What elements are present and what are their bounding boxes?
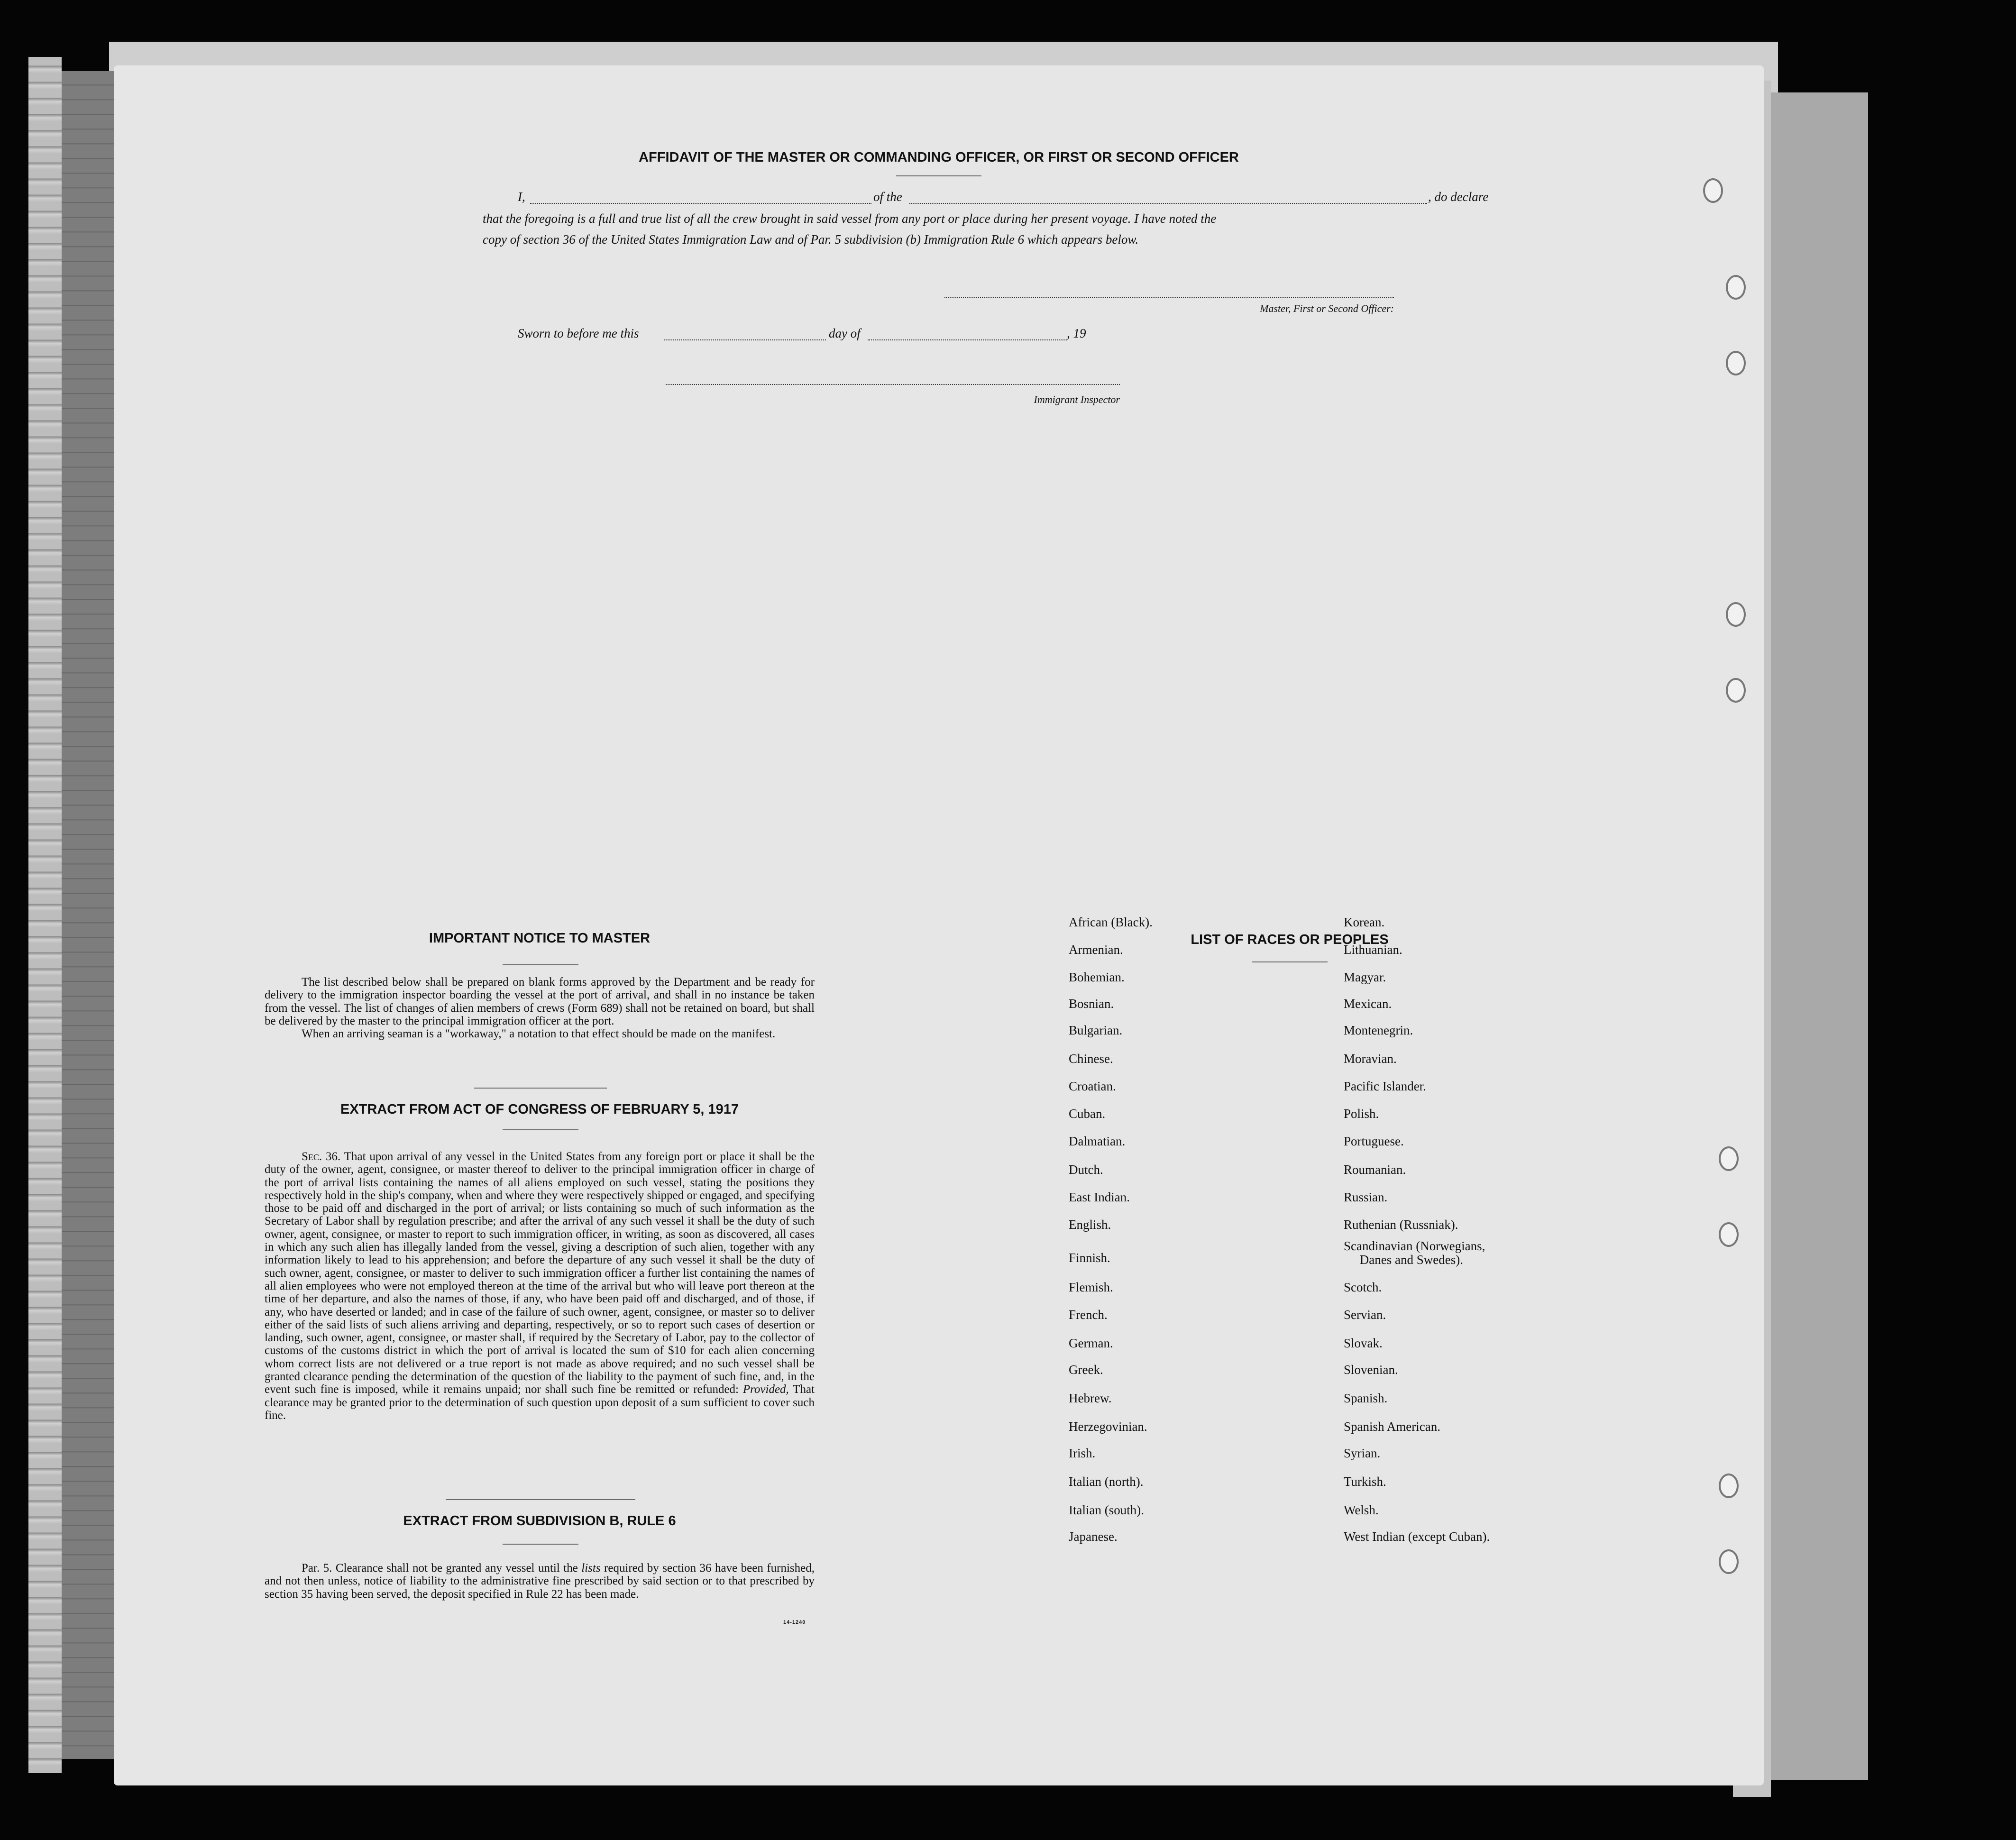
race-item: Portuguese. bbox=[1344, 1134, 1404, 1148]
section-label: Sec. 36. bbox=[302, 1150, 341, 1163]
affidavit-line3: copy of section 36 of the United States Immigration Law and of Par. 5 subdivision (b) Immigration Rule 6 which appears below. bbox=[483, 232, 1139, 247]
race-item: Bosnian. bbox=[1069, 997, 1114, 1011]
race-item: English. bbox=[1069, 1218, 1111, 1232]
race-item: Greek. bbox=[1069, 1363, 1103, 1377]
punch-hole bbox=[1719, 1146, 1739, 1171]
punch-hole bbox=[1703, 178, 1723, 203]
race-item: Armenian. bbox=[1069, 943, 1123, 957]
vessel-name-blank bbox=[909, 203, 1427, 204]
race-item: Irish. bbox=[1069, 1446, 1096, 1460]
race-item: Mexican. bbox=[1344, 997, 1392, 1011]
race-item: Italian (south). bbox=[1069, 1503, 1144, 1517]
race-item: Turkish. bbox=[1344, 1474, 1386, 1489]
race-item: Japanese. bbox=[1069, 1529, 1118, 1544]
rule-extract-title: EXTRACT FROM SUBDIVISION B, RULE 6 bbox=[403, 1513, 676, 1529]
affidavit-line1-start: I, bbox=[518, 190, 525, 204]
race-item: Magyar. bbox=[1344, 970, 1386, 984]
sworn-day-blank bbox=[664, 339, 826, 340]
manifest-page bbox=[114, 65, 1764, 1785]
race-item: Korean. bbox=[1344, 915, 1385, 929]
rule-paragraph bbox=[265, 1562, 815, 1601]
sworn-day-of: day of bbox=[829, 326, 861, 340]
punch-hole bbox=[1726, 275, 1746, 300]
race-item: Montenegrin. bbox=[1344, 1023, 1413, 1037]
punch-hole bbox=[1726, 678, 1746, 703]
sworn-month-blank bbox=[868, 339, 1067, 340]
race-item: African (Black). bbox=[1069, 915, 1153, 929]
race-item: Chinese. bbox=[1069, 1052, 1113, 1066]
notice-title: IMPORTANT NOTICE TO MASTER bbox=[429, 931, 651, 946]
master-name-blank bbox=[530, 203, 871, 204]
race-item: Italian (north). bbox=[1069, 1474, 1144, 1489]
punch-hole bbox=[1726, 602, 1746, 627]
race-item: Pacific Islander. bbox=[1344, 1079, 1426, 1093]
rule-extract-body bbox=[265, 1562, 815, 1601]
act-extract-title: EXTRACT FROM ACT OF CONGRESS OF FEBRUARY 5, 1917 bbox=[340, 1102, 739, 1117]
divider bbox=[503, 964, 578, 965]
race-item: Scotch. bbox=[1344, 1280, 1382, 1294]
race-item: East Indian. bbox=[1069, 1190, 1130, 1204]
race-item: Dutch. bbox=[1069, 1163, 1103, 1177]
race-item: Cuban. bbox=[1069, 1107, 1106, 1121]
race-item: Flemish. bbox=[1069, 1280, 1113, 1294]
affidavit-title: AFFIDAVIT OF THE MASTER OR COMMANDING OFFICER, OR FIRST OR SECOND OFFICER bbox=[639, 150, 1239, 165]
race-item: Hebrew. bbox=[1069, 1391, 1112, 1405]
races-title: LIST OF RACES OR PEOPLES bbox=[1191, 932, 1389, 947]
lists-word: lists bbox=[581, 1562, 601, 1575]
punch-hole bbox=[1719, 1549, 1739, 1574]
divider bbox=[1252, 961, 1328, 962]
race-item: Spanish American. bbox=[1344, 1419, 1440, 1434]
divider bbox=[446, 1499, 635, 1500]
signature-label: Master, First or Second Officer: bbox=[1260, 302, 1394, 314]
provided-word: Provided, bbox=[742, 1383, 789, 1396]
race-item: Herzegovinian. bbox=[1069, 1419, 1147, 1434]
race-item: Welsh. bbox=[1344, 1503, 1379, 1517]
signature-blank bbox=[944, 297, 1394, 298]
race-item: French. bbox=[1069, 1308, 1108, 1322]
torn-sheet-edge bbox=[28, 57, 62, 1773]
race-item: Dalmatian. bbox=[1069, 1134, 1126, 1148]
notice-paragraph: The list described below shall be prepared on blank forms approved by the Department and be ready for delivery to the immigration inspector boarding the vessel at the port of arrival, and shall in no instance be taken from the vessel. The list of changes of alien members of crews (Form 689) shall not be retained on board, but shall be delivered by the master to the principal immigration officer at the port. bbox=[265, 976, 815, 1027]
race-item: Lithuanian. bbox=[1344, 943, 1402, 957]
sworn-start: Sworn to before me this bbox=[518, 326, 639, 340]
notice-paragraph: When an arriving seaman is a "workaway," a notation to that effect should be made on the manifest. bbox=[302, 1027, 776, 1041]
notice-body bbox=[265, 976, 815, 1040]
sworn-year: , 19 bbox=[1067, 326, 1086, 340]
race-item: Spanish. bbox=[1344, 1391, 1388, 1405]
race-item: Moravian. bbox=[1344, 1052, 1397, 1066]
divider bbox=[896, 175, 981, 176]
affidavit-line2: that the foregoing is a full and true list of all the crew brought in said vessel from any port or place during her present voyage. I have noted the bbox=[483, 211, 1217, 226]
divider bbox=[503, 1544, 578, 1545]
act-extract-body bbox=[265, 1150, 815, 1422]
divider bbox=[503, 1129, 578, 1130]
race-item: Slovak. bbox=[1344, 1336, 1383, 1350]
rule-text-end: required by section 36 have been furnished, and not then unless, notice of liability to the administrative fine prescribed by said section or to that prescribed by section 35 having been served, the deposit specified in Rule 22 has been made. bbox=[265, 1562, 815, 1601]
punch-hole bbox=[1726, 351, 1746, 375]
race-item: Croatian. bbox=[1069, 1079, 1116, 1093]
race-item: Syrian. bbox=[1344, 1446, 1381, 1460]
affidavit-line1-end: , do declare bbox=[1428, 190, 1489, 204]
act-text-end: That clearance may be granted prior to the determination of such question upon deposit of a sum sufficient to cover such fine. bbox=[265, 1383, 815, 1422]
act-text: That upon arrival of any vessel in the United States from any foreign port or place it shall be the duty of the owner, agent, consignee, or master thereof to deliver to the principal immigration officer in charge of the port of arrival lists containing the names of all aliens employed on such vessel, stating the positions they respectively hold in the ship's company, when and where they were respectively shipped or engaged, and specifying those to be paid off and discharged in the port of arrival; or lists containing so much of such information as the Secretary of Labor shall by regulation prescribe; and after the arrival of any such vessel it shall be the duty of such owner, agent, consignee, or master to report to such immigration officer, in writing, as soon as discovered, all cases in which any such alien has illegally landed from the vessel, giving a description of such alien, together with any information likely to lead to his apprehension; and before the departure of any such vessel it shall be the duty of such owner, agent, consignee, or master to deliver to such immigration officer a further list containing the names of all alien employees who were not employed thereon at the time of the arrival but who will leave port thereon at the time of her departure, and also the names of those, if any, who have been paid off and discharged, and of those, if any, who have deserted or landed; and in case of the failure of such owner, agent, consignee, or master so to deliver either of the said lists of such aliens arriving and departing, respectively, or so to report such cases of desertion or landing, such owner, agent, consignee, or master shall, if required by the Secretary of Labor, pay to the collector of customs of the customs district in which the port of arrival is located the sum of $10 for each alien concerning whom correct lists are not delivered or a true report is not made as above required; and no such vessel shall be granted clearance pending the determination of the question of the liability to the payment of such fine, and, in the event such fine is imposed, while it remains unpaid; nor shall such fine be remitted or refunded: bbox=[265, 1150, 815, 1396]
punch-hole bbox=[1719, 1474, 1739, 1498]
race-item: West Indian (except Cuban). bbox=[1344, 1529, 1490, 1544]
ledger-edge bbox=[52, 71, 123, 1759]
race-item: Bohemian. bbox=[1069, 970, 1125, 984]
race-item: Slovenian. bbox=[1344, 1363, 1398, 1377]
rule-text: Par. 5. Clearance shall not be granted any vessel until the bbox=[302, 1562, 578, 1575]
race-item: German. bbox=[1069, 1336, 1113, 1350]
race-item: Scandinavian (Norwegians, Danes and Swedes). bbox=[1344, 1239, 1485, 1267]
race-item: Roumanian. bbox=[1344, 1163, 1406, 1177]
race-item: Bulgarian. bbox=[1069, 1023, 1123, 1037]
race-item: Polish. bbox=[1344, 1107, 1379, 1121]
punch-hole bbox=[1719, 1222, 1739, 1247]
affidavit-line1-of-the: of the bbox=[873, 190, 902, 204]
race-item: Finnish. bbox=[1069, 1251, 1110, 1265]
race-item: Ruthenian (Russniak). bbox=[1344, 1218, 1458, 1232]
inspector-label: Immigrant Inspector bbox=[1034, 394, 1120, 405]
race-item: Russian. bbox=[1344, 1190, 1388, 1204]
form-number: 14-1240 bbox=[783, 1620, 806, 1625]
race-item: Servian. bbox=[1344, 1308, 1386, 1322]
divider bbox=[474, 1088, 607, 1089]
underlying-sheet-right bbox=[1754, 92, 1868, 1780]
act-section-36 bbox=[265, 1150, 815, 1422]
inspector-signature-blank bbox=[666, 384, 1120, 385]
